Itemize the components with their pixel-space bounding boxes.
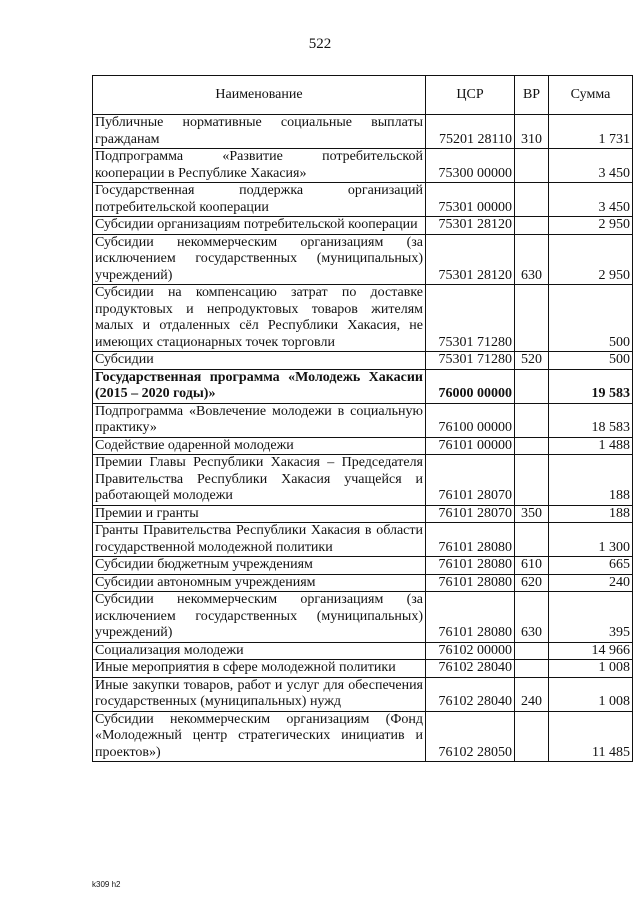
cell-csr: 76101 28080 [426,523,515,557]
cell-name: Подпрограмма «Развитие потребительской кооперации в Республике Хакасия» [93,149,426,183]
cell-vr [515,660,549,678]
cell-name: Премии и гранты [93,505,426,523]
cell-csr: 76101 28080 [426,592,515,643]
cell-sum: 1 008 [549,677,633,711]
table-row [93,455,633,506]
cell-sum: 188 [549,505,633,523]
cell-csr: 76102 28040 [426,677,515,711]
cell-vr: 310 [515,115,549,149]
table-row [93,149,633,183]
cell-vr: 240 [515,677,549,711]
cell-csr: 75301 71280 [426,285,515,352]
cell-sum: 3 450 [549,183,633,217]
cell-name: Гранты Правительства Республики Хакасия в области государственной молодежной политики [93,523,426,557]
table-row [93,642,633,660]
cell-vr [515,403,549,437]
cell-name: Премии Главы Республики Хакасия – Председателя Правительства Республики Хакасия учащейся и работающей молодежи [93,455,426,506]
cell-vr [515,437,549,455]
cell-vr: 350 [515,505,549,523]
cell-csr: 75301 71280 [426,352,515,370]
table-header-row [93,76,633,115]
cell-name: Государственная поддержка организаций потребительской кооперации [93,183,426,217]
cell-name: Субсидии бюджетным учреждениям [93,557,426,575]
table-row [93,592,633,643]
cell-vr [515,285,549,352]
cell-csr: 75301 28120 [426,234,515,285]
cell-vr [515,711,549,762]
cell-name: Иные закупки товаров, работ и услуг для обеспечения государственных (муниципальных) нужд [93,677,426,711]
cell-sum: 500 [549,285,633,352]
header-name: Наименование [93,76,426,115]
cell-vr [515,149,549,183]
cell-sum: 1 488 [549,437,633,455]
cell-vr [515,217,549,235]
table-body [93,115,633,762]
cell-name: Субсидии некоммерческим организациям (Фонд «Молодежный центр стратегических инициатив и проектов») [93,711,426,762]
table-row [93,711,633,762]
cell-name: Подпрограмма «Вовлечение молодежи в социальную практику» [93,403,426,437]
table-row [93,574,633,592]
budget-table [92,75,633,762]
table-row [93,217,633,235]
table-row [93,285,633,352]
page-number: 522 [308,36,332,52]
cell-sum: 2 950 [549,234,633,285]
cell-csr: 76101 28080 [426,574,515,592]
cell-sum: 14 966 [549,642,633,660]
table-row [93,352,633,370]
table-row [93,557,633,575]
cell-name: Субсидии [93,352,426,370]
cell-vr [515,183,549,217]
cell-name: Содействие одаренной молодежи [93,437,426,455]
cell-vr: 630 [515,234,549,285]
cell-sum: 18 583 [549,403,633,437]
table-row [93,677,633,711]
cell-name: Субсидии некоммерческим организациям (за исключением государственных (муниципальных) учреждений) [93,234,426,285]
table-row [93,369,633,403]
cell-csr: 76102 28040 [426,660,515,678]
cell-csr: 76101 00000 [426,437,515,455]
cell-sum: 188 [549,455,633,506]
table-row [93,437,633,455]
cell-csr: 76100 00000 [426,403,515,437]
cell-vr: 520 [515,352,549,370]
cell-csr: 75300 00000 [426,149,515,183]
cell-name: Субсидии автономным учреждениям [93,574,426,592]
header-vr: ВР [515,76,549,115]
cell-sum: 665 [549,557,633,575]
header-sum: Сумма [549,76,633,115]
cell-name: Субсидии на компенсацию затрат по доставке продуктовых и непродуктовых товаров жителям малых и отдаленных сёл Республики Хакасия, не имеющих стационарных точек торговли [93,285,426,352]
header-csr: ЦСР [426,76,515,115]
cell-name: Социализация молодежи [93,642,426,660]
table-row [93,403,633,437]
table-row [93,234,633,285]
cell-sum: 3 450 [549,149,633,183]
cell-sum: 2 950 [549,217,633,235]
cell-sum: 1 008 [549,660,633,678]
cell-sum: 11 485 [549,711,633,762]
table-row [93,115,633,149]
table-row [93,523,633,557]
cell-sum: 1 300 [549,523,633,557]
table-row [93,505,633,523]
cell-sum: 240 [549,574,633,592]
cell-vr: 630 [515,592,549,643]
cell-sum: 395 [549,592,633,643]
cell-csr: 76000 00000 [426,369,515,403]
table-row [93,183,633,217]
cell-vr [515,642,549,660]
cell-name: Государственная программа «Молодежь Хакасии (2015 – 2020 годы)» [93,369,426,403]
cell-vr [515,369,549,403]
table-row [93,660,633,678]
cell-name: Субсидии организациям потребительской кооперации [93,217,426,235]
cell-name: Публичные нормативные социальные выплаты гражданам [93,115,426,149]
cell-vr: 610 [515,557,549,575]
cell-vr: 620 [515,574,549,592]
cell-sum: 1 731 [549,115,633,149]
cell-name: Иные мероприятия в сфере молодежной политики [93,660,426,678]
cell-csr: 76101 28070 [426,455,515,506]
footer-code: k309 h2 [92,880,121,889]
cell-csr: 76102 00000 [426,642,515,660]
cell-vr [515,455,549,506]
cell-csr: 75201 28110 [426,115,515,149]
cell-vr [515,523,549,557]
cell-name: Субсидии некоммерческим организациям (за исключением государственных (муниципальных) учреждений) [93,592,426,643]
cell-csr: 76101 28070 [426,505,515,523]
cell-csr: 75301 28120 [426,217,515,235]
cell-csr: 75301 00000 [426,183,515,217]
cell-sum: 19 583 [549,369,633,403]
cell-csr: 76101 28080 [426,557,515,575]
cell-sum: 500 [549,352,633,370]
cell-csr: 76102 28050 [426,711,515,762]
